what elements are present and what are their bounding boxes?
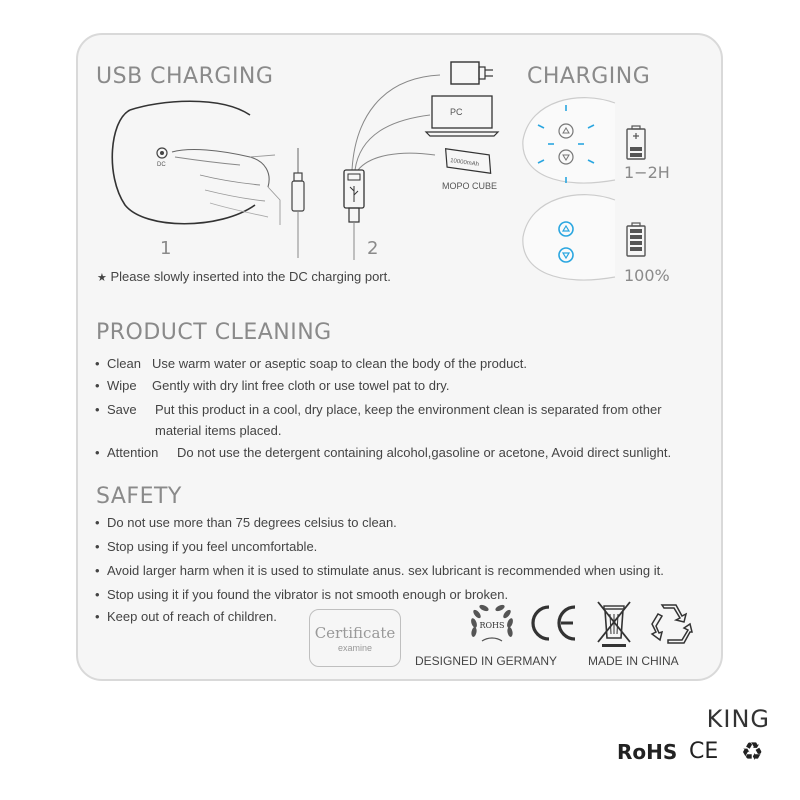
list-item: • Clean Use warm water or aseptic soap to clean the body of the product. <box>95 356 528 371</box>
ce-mark-icon <box>527 603 579 643</box>
device-port-illustration <box>100 95 290 235</box>
made-in-china: MADE IN CHINA <box>588 654 679 668</box>
charging-time: 1−2H <box>624 163 670 182</box>
list-item: • Stop using if you feel uncomfortable. <box>95 539 318 554</box>
product-cleaning-title: PRODUCT CLEANING <box>96 320 332 345</box>
battery-charging-icon <box>625 125 647 161</box>
usb-note-text: Please slowly inserted into the DC charging port. <box>110 269 391 284</box>
step-1-number: 1 <box>160 238 172 259</box>
recycle-icon <box>646 602 692 644</box>
charging-title: CHARGING <box>527 64 651 89</box>
list-item-continuation: material items placed. <box>155 423 282 438</box>
battery-full-icon <box>625 222 647 258</box>
designed-in-germany: DESIGNED IN GERMANY <box>415 654 558 668</box>
brand-name: KING <box>706 705 770 733</box>
list-item: • Keep out of reach of children. <box>95 609 277 624</box>
dc-plug-illustration <box>286 148 310 258</box>
rohs-label: RoHS <box>617 740 678 764</box>
usb-charging-title: USB CHARGING <box>96 64 274 89</box>
full-charge-percent: 100% <box>624 266 670 285</box>
pc-label: PC <box>450 107 463 117</box>
list-item: • Do not use more than 75 degrees celsius to clean. <box>95 515 397 530</box>
star-icon: ★ <box>97 272 107 284</box>
ce-label: CE <box>689 739 719 764</box>
charging-device-full <box>520 192 620 287</box>
safety-title: SAFETY <box>96 484 182 509</box>
svg-text:ROHS: ROHS <box>479 621 505 630</box>
dc-port-label: DC <box>157 162 166 168</box>
usb-note <box>97 269 391 284</box>
mopo-cube-label: MOPO CUBE <box>442 181 498 191</box>
recycle-icon: ♻ <box>741 738 764 766</box>
list-item: • Wipe Gently with dry lint free cloth or use towel pat to dry. <box>95 378 450 393</box>
list-item: • Stop using it if you found the vibrator is not smooth enough or broken. <box>95 587 509 602</box>
step-2-number: 2 <box>367 238 379 259</box>
certificate-stamp: Certificate examine <box>309 609 401 667</box>
list-item: • Avoid larger harm when it is used to stimulate anus. sex lubricant is recommended when using it. <box>95 563 664 578</box>
laptop-icon <box>424 94 504 138</box>
wall-adapter-icon <box>450 60 495 86</box>
weee-bin-icon <box>596 600 632 648</box>
list-item: • Attention Do not use the detergent containing alcohol,gasoline or acetone, Avoid direct sunlight. <box>95 445 672 460</box>
rohs-seal-icon <box>468 603 516 645</box>
power-bank-capacity: 10000mAh <box>449 158 480 168</box>
charging-device-flashing <box>520 95 620 190</box>
list-item: • Save Put this product in a cool, dry place, keep the environment clean is separated from other <box>95 402 662 417</box>
